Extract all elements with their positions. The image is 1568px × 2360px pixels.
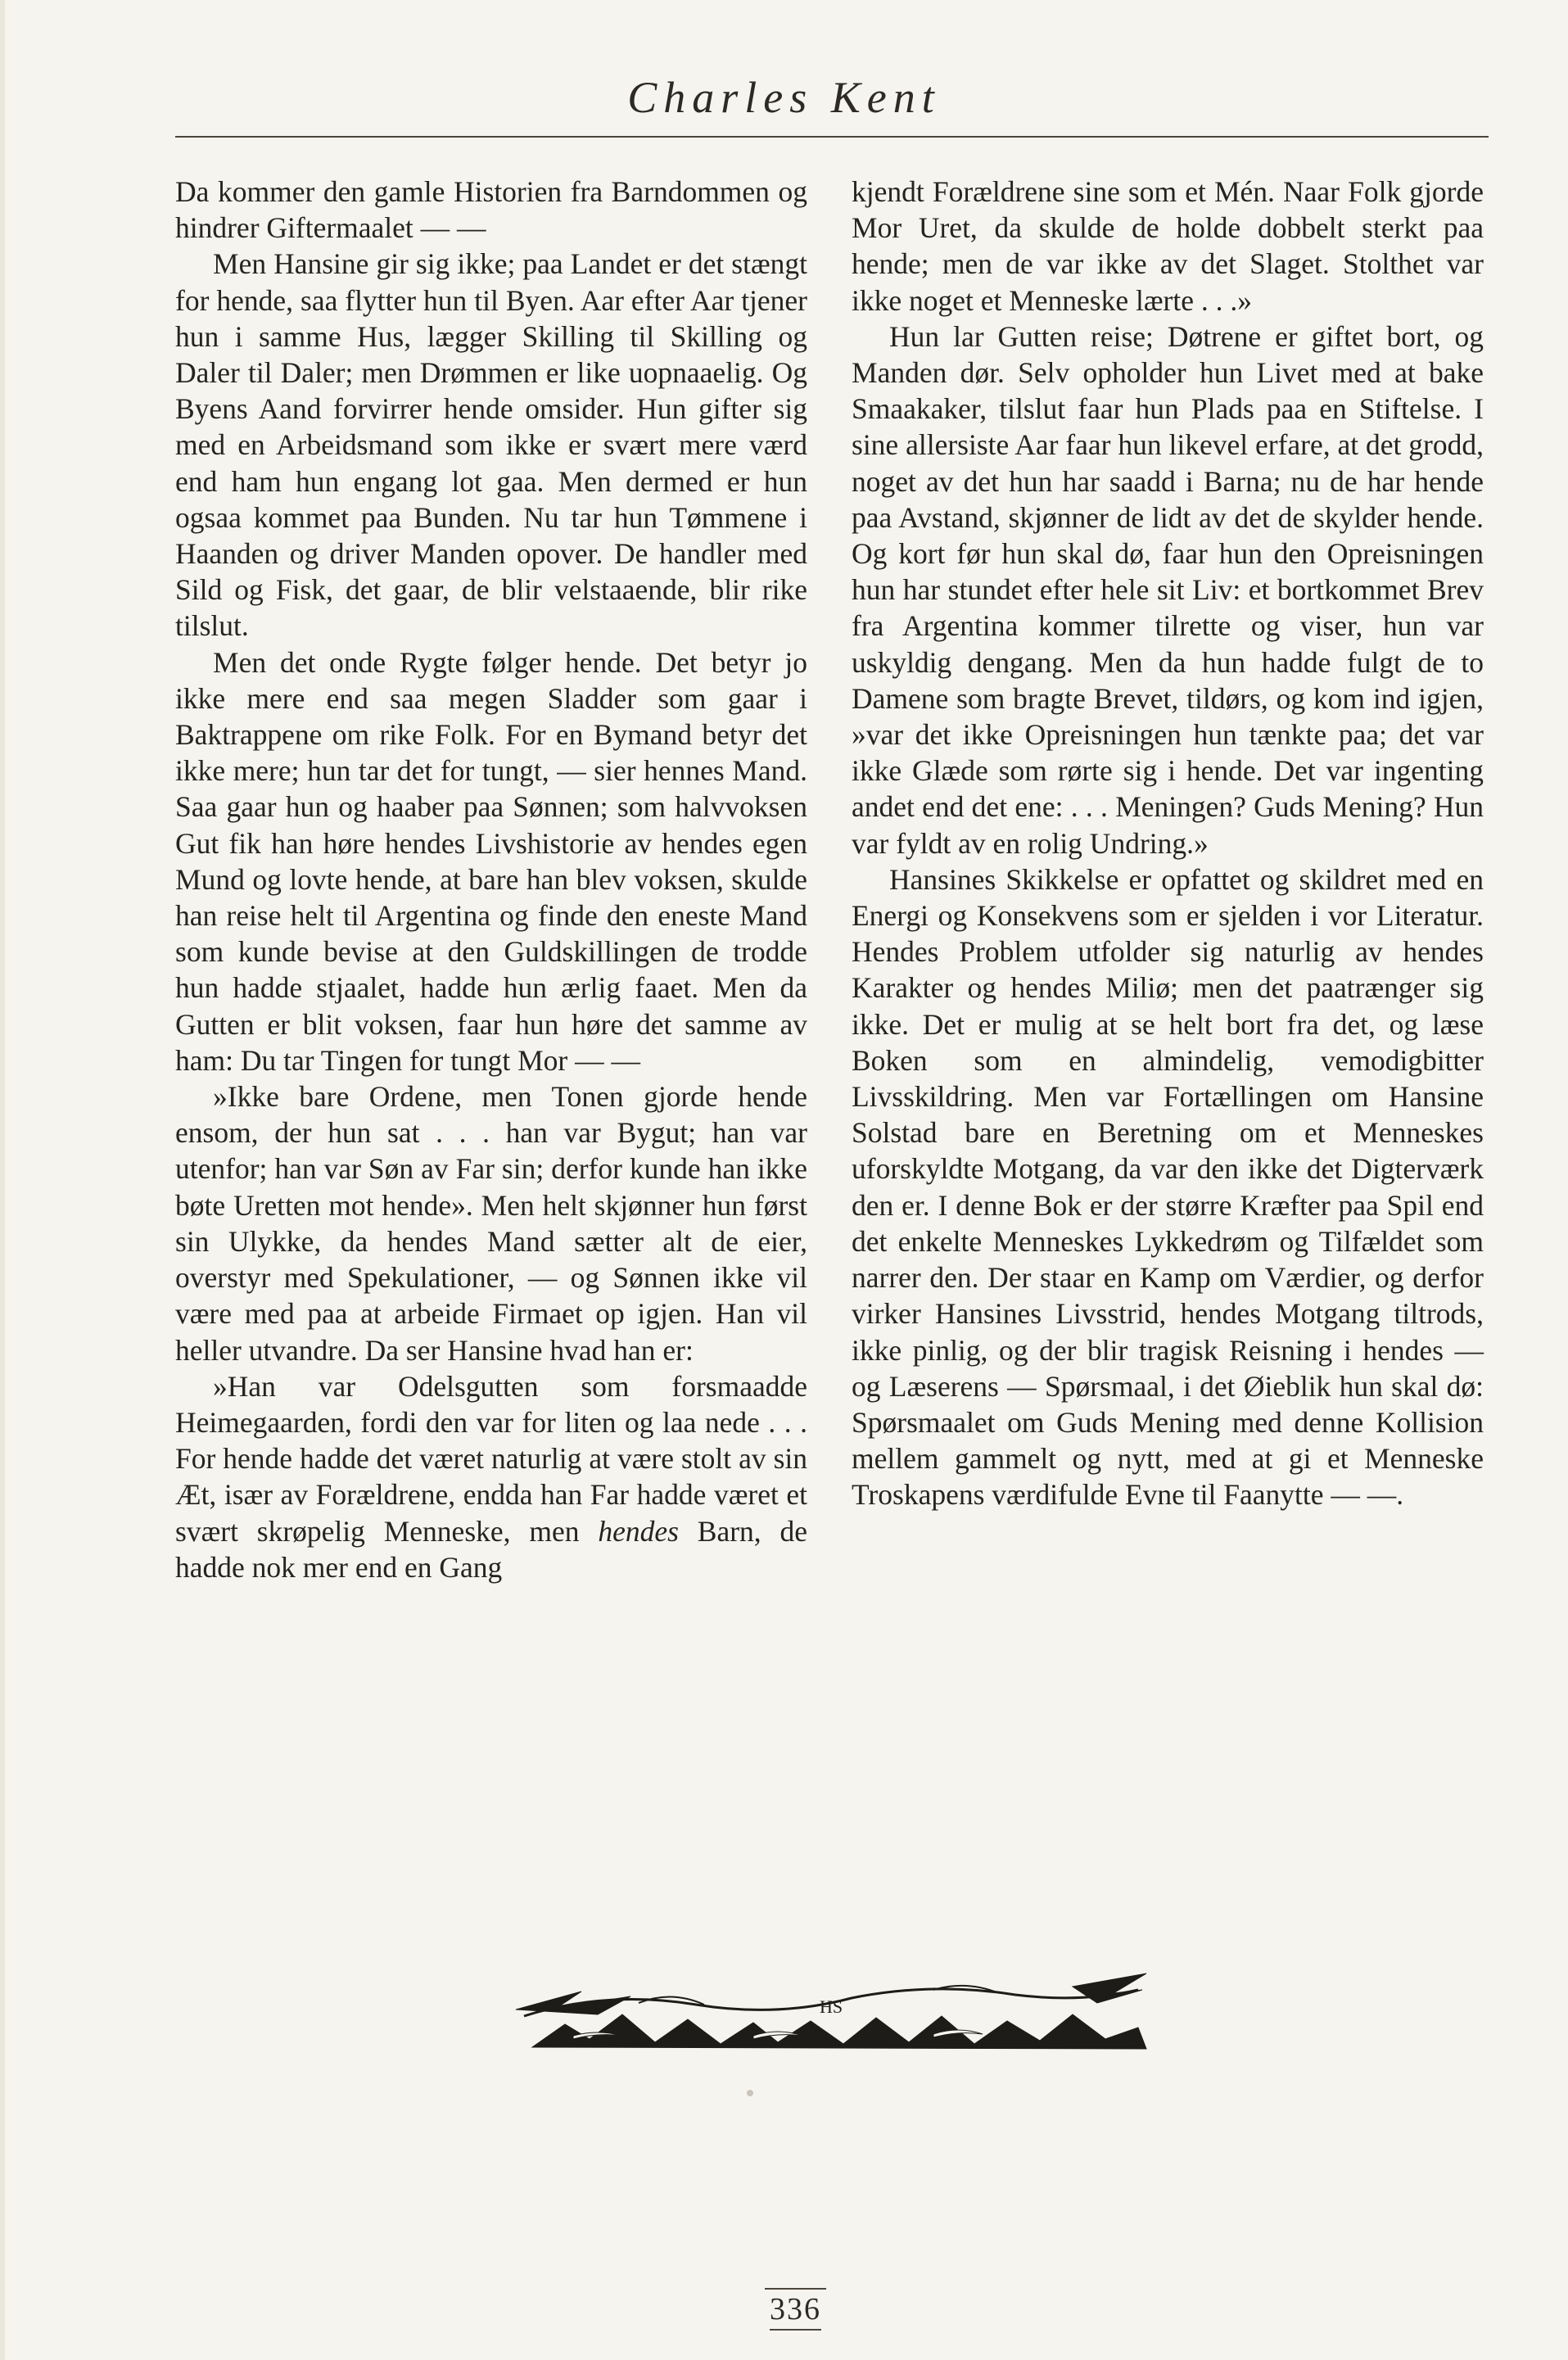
running-title: Charles Kent [627,73,941,122]
header-rule [175,136,1489,138]
paragraph: »Ikke bare Ordene, men Tonen gjorde hende ensom, der hun sat . . . han var Bygut; han var utenfor; han var Søn av Far sin; derfor kunde han ikke bøte Uretten mot hende». Men helt skjønner hun først sin Ulykke, da hendes Mand sætter alt de eier, overstyr med Spekulationer, — og Sønnen ikke vil være med paa at arbeide Firmaet op igjen. Han vil heller utvandre. Da ser Hansine hvad han er: [175,1080,807,1367]
paragraph: Men det onde Rygte følger hende. Det betyr jo ikke mere end saa megen Sladder som gaar i Baktrappene om rike Folk. For en Bymand betyr det ikke mere; hun tar det for tungt, — sier hennes Mand. Saa gaar hun og haaber paa Sønnen; som halvvoksen Gut fik han høre hendes Livshistorie av hendes egen Mund og lovte hende, at bare han blev voksen, skulde han reise helt til Argentina og finde den eneste Mand som kunde bevise at den Guldskillingen de trodde hun hadde stjaalet, hadde hun ærlig faaet. Men da Gutten er blit voksen, faar hun høre det samme av ham: Du tar Tingen for tungt Mor — — [175,645,807,1077]
stray-mark [747,2090,753,2096]
page-number: 336 [770,2291,821,2331]
paragraph-text: »Han var Odelsgutten som forsmaadde Heimegaarden, fordi den var for liten og laa nede . . . For hende hadde det været naturlig at være stolt av sin Æt, især av Forældrene, endda han Far hadde været et svært skrøpelig Menneske, men [175,1369,807,1548]
emphasis-word: hendes [598,1514,679,1548]
left-column [175,174,807,1585]
paragraph: kjendt Forældrene sine som et Mén. Naar Folk gjorde Mor Uret, da skulde de holde dobbelt sterkt paa hende; men de var ikke av det Slaget. Stolthet var ikke noget et Menneske lærte . . .» [852,175,1484,317]
paragraph-text: Barn, de hadde nok mer end en Gang [175,1514,807,1584]
right-column [852,174,1484,1513]
paragraph: Men Hansine gir sig ikke; paa Landet er det stængt for hende, saa flytter hun til Byen. Aar efter Aar tjener hun i samme Hus, lægger Skilling til Skilling og Daler til Daler; men Drømmen er like uopnaaelig. Og Byens Aand forvirrer hende omsider. Hun gifter sig med en Arbeidsmand som ikke er svært mere værd end ham hun engang lot gaa. Men dermed er hun ogsaa kommet paa Bunden. Nu tar hun Tømmene i Haanden og driver Manden opover. De handler med Sild og Fisk, det gaar, de blir velstaaende, blir rike tilslut. [175,247,807,643]
paragraph [175,1368,807,1585]
decorative-ornament [508,1957,1155,2055]
paragraph: Hansines Skikkelse er opfattet og skildret med en Energi og Konsekvens som er sjelden i vor Literatur. Hendes Problem utfolder sig naturlig av hendes Karakter og hendes Miliø; men det paatrænger sig ikke. Det er mulig at se helt bort fra det, og læse Boken som en almindelig, vemodigbitter Livsskildring. Men var Fortællingen om Hansine Solstad bare en Beretning om et Menneskes uforskyldte Motgang, da var den ikke det Digterværk den er. I denne Bok er der større Kræfter paa Spil end det enkelte Menneskes Lykkedrøm og Tilfældet som narrer den. Der staar en Kamp om Værdier, og derfor virker Hansines Livsstrid, hendes Motgang tiltrods, ikke pinlig, og der blir tragisk Reisning i hendes — og Læserens — Spørsmaal, i det Øieblik hun skal dø: Spørsmaalet om Guds Mening med denne Kollision mellem gammelt og nytt, med at gi et Menneske Troskapens værdifulde Evne til Faanytte — —. [852,862,1484,1512]
ornament-monogram: HS [819,1996,843,2017]
paragraph: Hun lar Gutten reise; Døtrene er giftet bort, og Manden dør. Selv opholder hun Livet med at bake Smaakaker, tilslut faar hun Plads paa en Stiftelse. I sine allersiste Aar faar hun likevel erfare, at det grodd, noget av det hun har saadd i Barna; nu de har hende paa Avstand, skjønner de lidt av det de skylder hende. Og kort før hun skal dø, faar hun den Opreisningen hun har stundet efter hele sit Liv: et bortkommet Brev fra Argentina kommer tilrette og viser, hun var uskyldig dengang. Men da hun hadde fulgt de to Damene som bragte Brevet, tildørs, og kom ind igjen, »var det ikke Opreisningen hun tænkte paa; det var ikke Glæde som rørte sig i hende. Det var ingenting andet end det ene: . . . Meningen? Guds Mening? Hun var fyldt av en rolig Undring.» [852,319,1484,860]
paragraph: Da kommer den gamle Historien fra Barndommen og hindrer Giftermaalet — — [175,175,807,245]
